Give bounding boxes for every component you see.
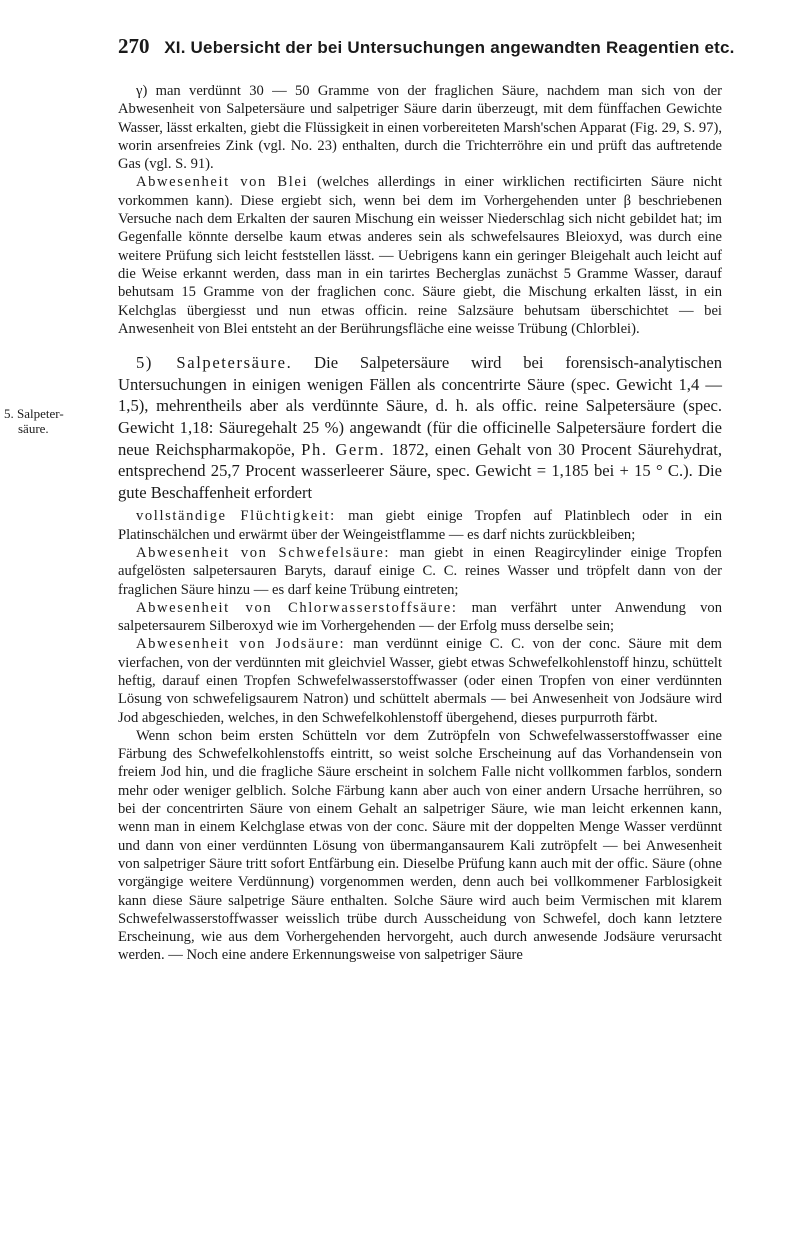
heading-abwesenheit-blei: Abwesenheit von Blei	[136, 174, 309, 191]
margin-note	[4, 406, 64, 436]
paragraph-fluechtigkeit-text: man giebt einige Tropfen auf Platinblech oder in ein Platinschälchen und erwärmt über der Weingeistflamme — es darf nichts zurückbleiben;	[118, 508, 722, 543]
paragraph-faerbung: Wenn schon beim ersten Schütteln vor dem Zutröpfeln von Schwefelwasserstoffwasser eine Färbung des Schwefelkohlenstoffs eintritt, so weist solche Erscheinung auf das Vorhandensein von freiem Jod hin, und die fragliche Säure erscheint in solchem Falle nicht vollkommen farblos, sondern mehr oder weniger gelblich. Solche Färbung kann aber auch von einer andern Ursache herrühren, so bei der concentrirten Säure von einem Gehalt an salpetriger Säure, wie man leicht erkennen kann, wenn man in einem Kelchglase etwas von der conc. Säure mit der doppelten Menge Wasser verdünnt und dann von einer verdünnten Lösung von übermangansaurem Kali zutröpfelt — bei Anwesenheit von salpetriger Säure tritt sofort Entfärbung ein. Dieselbe Prüfung kann auch mit der offic. Säure (ohne vorgängige weitere Verdünnung) vorgenommen werden, denn auch bei vollkommener Farblosigkeit kann diese Säure salpetrige Säure enthalten. Solche Säure wird auch beim Vermischen mit klarem Schwefelwasserstoffwasser weisslich trübe durch Ausscheidung von Schwefel, doch kann letztere Erscheinung, wie aus dem Vorhergehenden hervorgeht, auch durch anwesende Jodsäure verursacht werden. — Noch eine andere Erkennungsweise von salpetriger Säure	[118, 727, 722, 964]
heading-jodsaeure: Abwesenheit von Jodsäure:	[136, 636, 346, 653]
paragraph-salpetersaeure	[118, 352, 722, 503]
paragraph-blei-text: (welches allerdings in einer wirklichen rectificirten Säure nicht vorkommen kann). Diese ergiebt sich, wenn bei dem im Vorhergehenden unter β beschriebenen Versuche nach dem Erkalten der sauren Mischung ein weisser Niederschlag sich nicht gebildet hat; im Gegenfalle könnte derselbe kaum etwas anderes sein als schwefelsaures Bleioxyd, was durch eine weitere Prüfung sich leicht feststellen lässt. — Uebrigens kann ein geringer Bleigehalt auch leicht auf die Weise erkannt werden, dass man in ein tarirtes Becherglas zunächst 5 Gramme Wasser, darauf behutsam 15 Gramme von der fraglichen conc. Säure giebt, die Mischung erkalten lässt, in ein Kelchglas übergiesst und nun etwas officin. reine Salzsäure behutsam überschichtet — bei Anwesenheit von Blei entsteht an der Berührungsfläche eine weisse Trübung (Chlorblei).	[118, 174, 723, 337]
heading-schwefelsaeure: Abwesenheit von Schwefelsäure:	[136, 544, 391, 561]
paragraph-chlorwasserstoff	[118, 599, 722, 636]
section-heading-salpetersaeure: 5) Salpetersäure.	[136, 353, 293, 373]
paragraph-schwefelsaeure-text: man giebt in einen Reagircylinder einige Tropfen aufgelösten salpetersauren Baryts, darauf einige C. C. reines Wasser und tröpfelt dann von der fraglichen Säure hinzu — es darf keine Trübung eintreten;	[118, 544, 722, 598]
paragraph-chlorwasserstoff-text: man verfährt unter Anwendung von salpetersaurem Silberoxyd wie im Vorhergehenden — der Erfolg muss derselbe sein;	[118, 599, 722, 635]
running-header	[118, 34, 758, 59]
paragraph-blei	[118, 173, 722, 338]
paragraph-jodsaeure-text: man verdünnt einige C. C. von der conc. Säure mit dem vierfachen, von der verdünnten mit gleichviel Wasser, giebt etwas Schwefelkohlenstoff hinzu, schüttelt heftig, darauf einen Tropfen Schwefelwasserstoffwasser (oder einen Tropfen von einer verdünnten Lösung von schwefeligsaurem Natron) und schüttelt abermals — bei Anwesenheit von Jodsäure wird Jod abgeschieden, welches, in den Schwefelkohlenstoff übergehend, dieses purpurroth färbt.	[118, 636, 723, 726]
margin-note-line-1: 5. Salpeter-	[4, 406, 64, 421]
paragraph-salpetersaeure-text-b: 1872, einen Gehalt von 30 Procent Säurehydrat, entsprechend 25,7 Procent wasserleerer Säure, spec. Gewicht = 1,185 bei + 15 ° C.). Die gute Beschaffenheit erfordert	[118, 439, 722, 502]
paragraph-schwefelsaeure	[118, 544, 722, 599]
margin-note-line-2: säure.	[18, 421, 49, 436]
running-title: XI. Uebersicht der bei Untersuchungen angewandten Reagentien etc.	[164, 38, 735, 57]
page-body	[118, 82, 722, 965]
paragraph-salpetersaeure-text-a: Die Salpetersäure wird bei forensisch-analytischen Untersuchungen in einigen wenigen Fällen als concentrirte Säure (spec. Gewicht 1,4 — 1,5), mehrentheils aber als verdünnte Säure, d. h. als offic. reine Salpetersäure (spec. Gewicht 1,18: Säuregehalt 25 %) angewandt (für die officinelle Salpetersäure fordert die neue Reichspharmakopöe,	[118, 353, 722, 459]
ph-germ-abbrev: Ph. Germ.	[301, 439, 386, 459]
page-number: 270	[118, 34, 150, 58]
heading-chlorwasserstoff: Abwesenheit von Chlorwasserstoffsäure:	[136, 599, 458, 616]
paragraph-jodsaeure	[118, 635, 722, 726]
paragraph-fluechtigkeit	[118, 507, 722, 544]
paragraph-gamma: γ) man verdünnt 30 — 50 Gramme von der fraglichen Säure, nachdem man sich von der Abwesenheit von Salpetersäure und salpetriger Säure darin überzeugt, mit dem fünffachen Gewichte Wasser, lässt erkalten, giebt die Flüssigkeit in einen vorbereiteten Marsh'schen Apparat (Fig. 29, S. 97), worin arsenfreies Zink (vgl. No. 23) enthalten, durch die Trichterröhre ein und prüft das auftretende Gas (vgl. S. 91).	[118, 83, 722, 173]
heading-fluechtigkeit: vollständige Flüchtigkeit:	[136, 508, 336, 525]
